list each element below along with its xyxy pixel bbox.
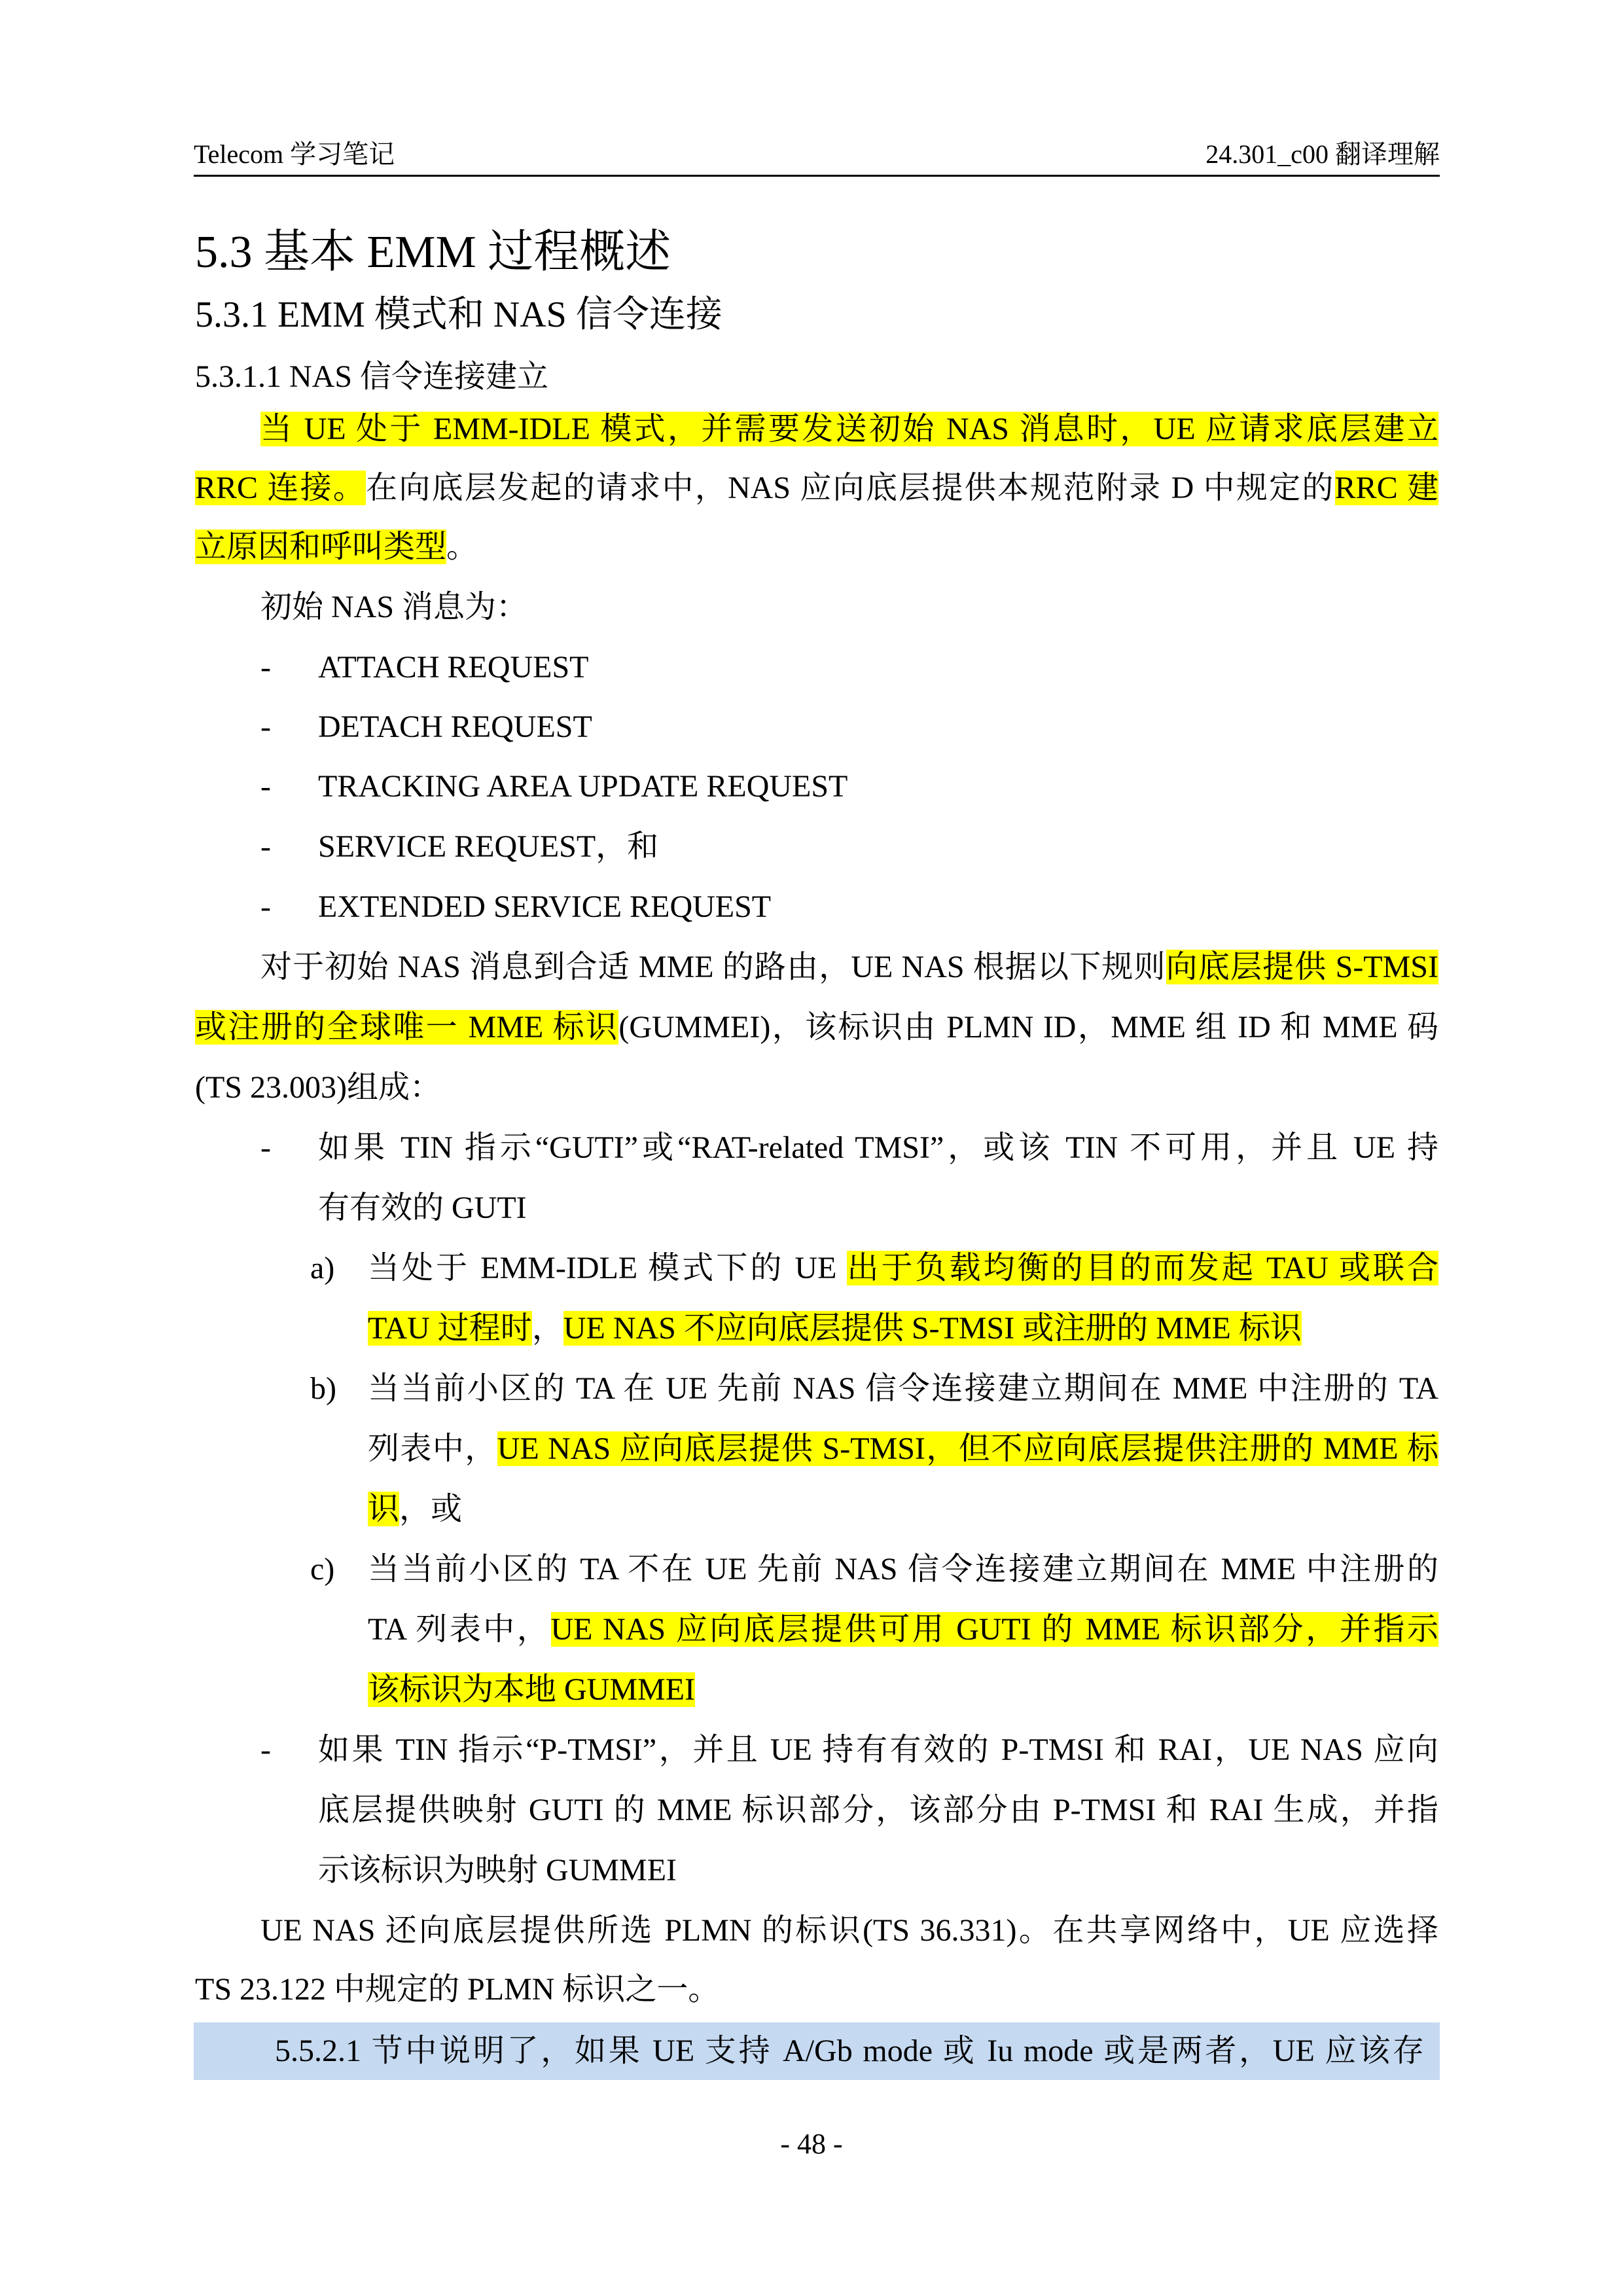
paragraph-line — [368, 1308, 1302, 1350]
paragraph-line: 底层提供映射 GUTI 的 MME 标识部分，该部分由 P-TMSI 和 RAI 生成，并指 — [318, 1793, 1438, 1827]
highlight-text: 识 — [368, 1492, 400, 1526]
page-number: - 48 - — [780, 2128, 843, 2160]
subsubsection-heading: 5.3.1.1 NAS 信令连接建立 — [195, 359, 549, 394]
list-dash: - — [260, 1732, 271, 1767]
body-text: (GUMMEI)，该标识由 PLMN ID，MME 组 ID 和 MME 码 — [618, 1010, 1438, 1045]
paragraph-line: 当当前小区的 TA 在 UE 先前 NAS 信令连接建立期间在 MME 中注册的 TA — [368, 1371, 1438, 1406]
paragraph-line: (TS 23.003)组成： — [195, 1070, 441, 1105]
list-item: DETACH REQUEST — [318, 709, 592, 744]
highlight-text: 或注册的全球唯一 MME 标识 — [195, 1010, 619, 1045]
body-text: 。 — [446, 529, 478, 564]
paragraph-line: 如果 TIN 指示“GUTI”或“RAT-related TMSI”，或该 TIN 不可用，并且 UE 持 — [318, 1130, 1438, 1165]
paragraph-line — [195, 467, 1438, 509]
body-text: 对于初始 NAS 消息到合适 MME 的路由，UE NAS 根据以下规则 — [260, 950, 1166, 984]
section-heading: 5.3 基本 EMM 过程概述 — [195, 227, 671, 278]
header-left: Telecom 学习笔记 — [194, 139, 395, 169]
list-item: ATTACH REQUEST — [318, 650, 589, 685]
highlight-text: UE NAS 不应向底层提供 S-TMSI 或注册的 MME 标识 — [563, 1311, 1302, 1346]
body-text: 当处于 EMM-IDLE 模式下的 UE — [368, 1251, 847, 1285]
body-text: 列表中， — [368, 1431, 497, 1466]
list-item: SERVICE REQUEST，和 — [318, 829, 659, 864]
list-dash: - — [260, 1130, 271, 1165]
paragraph-line: 初始 NAS 消息为： — [260, 590, 528, 624]
paragraph-line: UE NAS 还向底层提供所选 PLMN 的标识(TS 36.331)。在共享网络中，UE 应选择 — [260, 1913, 1438, 1948]
highlight-text: 向底层提供 S-TMSI — [1166, 950, 1438, 984]
paragraph-line: 有有效的 GUTI — [318, 1191, 527, 1225]
highlight-text: 出于负载均衡的目的而发起 TAU 或联合 — [847, 1251, 1438, 1285]
list-dash: - — [260, 769, 271, 804]
paragraph-line — [368, 1669, 695, 1711]
highlight-text: UE NAS 应向底层提供可用 GUTI 的 MME 标识部分，并指示 — [550, 1612, 1438, 1647]
highlight-text: UE NAS 应向底层提供 S-TMSI，但不应向底层提供注册的 MME 标 — [497, 1431, 1438, 1466]
paragraph-line — [260, 946, 1438, 988]
page-header — [194, 135, 1440, 177]
paragraph-line — [368, 1488, 462, 1530]
paragraph-line: 当当前小区的 TA 不在 UE 先前 NAS 信令连接建立期间在 MME 中注册的 — [368, 1552, 1438, 1587]
highlight-text: 该标识为本地 GUMMEI — [368, 1672, 695, 1707]
list-label: a) — [310, 1251, 335, 1285]
highlight-text: RRC 连接。 — [195, 471, 366, 505]
list-item: EXTENDED SERVICE REQUEST — [318, 889, 772, 924]
list-dash: - — [260, 829, 271, 864]
paragraph-line — [195, 526, 478, 568]
list-label: c) — [310, 1552, 335, 1587]
body-text: 在向底层发起的请求中，NAS 应向底层提供本规范附录 D 中规定的 — [366, 471, 1335, 505]
body-text: TA 列表中， — [368, 1612, 551, 1647]
highlight-text: TAU 过程时 — [368, 1311, 532, 1346]
list-item: TRACKING AREA UPDATE REQUEST — [318, 769, 848, 804]
paragraph-line — [260, 408, 1438, 450]
list-dash: - — [260, 889, 271, 924]
paragraph-line: 5.5.2.1 节中说明了，如果 UE 支持 A/Gb mode 或 Iu mode 或是两者，UE 应该存 — [275, 2034, 1424, 2068]
paragraph-line: TS 23.122 中规定的 PLMN 标识之一。 — [195, 1972, 720, 2007]
paragraph-line — [368, 1247, 1438, 1289]
paragraph-line — [195, 1007, 1438, 1049]
paragraph-line: 如果 TIN 指示“P-TMSI”，并且 UE 持有有效的 P-TMSI 和 RAI，UE NAS 应向 — [318, 1732, 1438, 1767]
highlight-text: RRC 建 — [1334, 471, 1438, 505]
shaded-paragraph — [194, 2022, 1440, 2080]
highlight-text: 立原因和呼叫类型 — [195, 529, 447, 564]
header-right: 24.301_c00 翻译理解 — [1205, 139, 1440, 169]
list-label: b) — [310, 1371, 336, 1406]
paragraph-line — [368, 1428, 1438, 1470]
list-dash: - — [260, 650, 271, 685]
paragraph-line: 示该标识为映射 GUMMEI — [318, 1853, 677, 1888]
body-text: ， — [531, 1311, 563, 1346]
list-dash: - — [260, 709, 271, 744]
highlight-text: 当 UE 处于 EMM-IDLE 模式，并需要发送初始 NAS 消息时，UE 应请求底层建立 — [260, 412, 1438, 446]
subsection-heading: 5.3.1 EMM 模式和 NAS 信令连接 — [195, 295, 722, 335]
body-text: ，或 — [399, 1492, 463, 1526]
paragraph-line — [368, 1609, 1438, 1651]
